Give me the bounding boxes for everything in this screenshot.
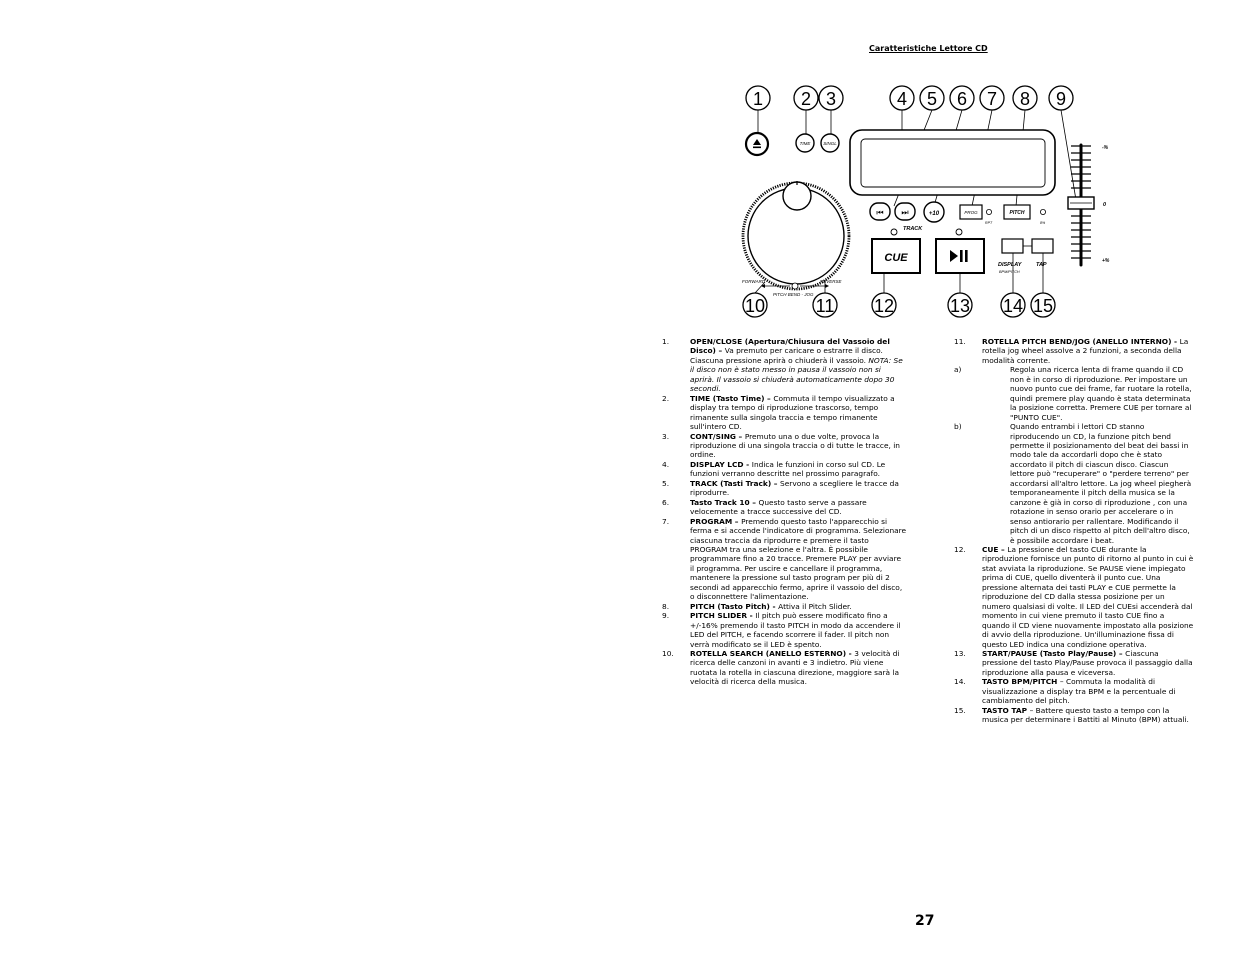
svg-text:FORWARD: FORWARD — [742, 279, 766, 284]
list-item-text: TASTO TAP — [982, 705, 1030, 715]
list-item-text: Va premuto per caricare o estrarre il disco. Ciascuna pressione aprirà o chiuderà il vassoio. — [690, 346, 883, 365]
list-item-text: Indica le funzioni in corso sul CD. Le funzioni verranno descritte nel prossimo paragrafo. — [690, 459, 886, 479]
svg-text:0: 0 — [1103, 202, 1107, 208]
list-item-text: La rotella jog wheel assolve a 2 funzioni, a seconda della modalità corrente. — [982, 337, 1189, 365]
svg-text:RPT: RPT — [985, 221, 993, 225]
tap-button — [1032, 239, 1053, 253]
svg-text:BPM/PITCH: BPM/PITCH — [999, 270, 1020, 274]
list-item-number: 10. — [662, 648, 674, 658]
svg-text:TRACK: TRACK — [903, 226, 923, 232]
svg-text:-%: -% — [1102, 145, 1109, 151]
feature-list-right — [954, 337, 1194, 725]
list-item-text: PROGRAM – — [690, 516, 742, 526]
list-item-number: 15. — [954, 705, 966, 715]
sub-item-text: Regola una ricerca lenta di frame quando il CD non è in corso di riproduzione. Per impostare un nuovo punto cue dei frame, far ruotare la rotella, quindi premere play quando è stata determinata la posizione corretta. Premere CUE per tornare al "PUNTO CUE". — [1010, 365, 1192, 422]
svg-text:PITCH BEND - JOG: PITCH BEND - JOG — [773, 292, 814, 297]
play-led — [956, 229, 962, 235]
list-item-number: 2. — [662, 393, 670, 403]
svg-text:11: 11 — [815, 296, 835, 316]
page-title: Caratteristiche Lettore CD — [869, 44, 988, 53]
list-item-number: 13. — [954, 648, 966, 658]
list-item-text: PITCH (Tasto Pitch) - — [690, 601, 779, 611]
svg-text:13: 13 — [949, 296, 971, 316]
list-item-text: DISPLAY LCD - — [690, 459, 752, 469]
list-item-number: 1. — [662, 337, 670, 346]
cd-player-diagram — [0, 0, 1235, 330]
svg-text:10: 10 — [744, 296, 766, 316]
list-item-text: TASTO BPM/PITCH — [982, 677, 1060, 687]
list-item-text: Servono a scegliere le tracce da riprodurre. — [690, 478, 899, 498]
svg-text:5: 5 — [926, 89, 938, 109]
list-item-number: 4. — [662, 459, 670, 469]
list-item-text: Questo tasto serve a passare velocemente a tracce successive del CD. — [690, 497, 867, 517]
list-item — [662, 394, 907, 432]
list-item-text: ROTELLA SEARCH (ANELLO ESTERNO) - — [690, 648, 855, 658]
list-item — [662, 498, 907, 517]
svg-text:DISPLAY: DISPLAY — [998, 262, 1022, 268]
svg-text:4: 4 — [896, 89, 908, 109]
list-item — [662, 649, 907, 687]
list-item — [954, 545, 1194, 649]
svg-text:REVERSE: REVERSE — [820, 279, 842, 284]
jog-wheel-grip — [783, 182, 811, 210]
svg-text:+10: +10 — [928, 211, 940, 217]
pitch-led — [1040, 209, 1045, 214]
list-item-text: Ciascuna pressione del tasto Play/Pause provoca il passaggio dalla riproduzione alla pausa e viceversa. — [982, 648, 1193, 677]
svg-text:1: 1 — [752, 89, 764, 109]
list-item-text: START/PAUSE (Tasto Play/Pause) – — [982, 648, 1126, 658]
list-item — [662, 460, 907, 479]
list-item-text: TIME (Tasto Time) – — [690, 393, 774, 403]
list-item — [662, 479, 907, 498]
list-item — [662, 602, 907, 611]
svg-text:3: 3 — [825, 89, 837, 109]
list-item-text: PITCH SLIDER - — [690, 611, 756, 621]
list-item — [954, 337, 1194, 365]
list-item-text: Attiva il Pitch Slider. — [778, 601, 852, 611]
list-item-text: Premendo questo tasto l'apparecchio si ferma e si accende l'indicatore di programma. Selezionare ciascuna traccia da riprodurre e premere il tasto PROGRAM tra una selezione e l'altra. È possibile programmare fino a 20 tracce. Premere PLAY per avviare il programma. Per uscire e cancellare il programma, mantenere la pressione sul tasto program per più di 2 secondi ad apparecchio fermo, aprire il vassoio del disco, o disconnettere l'alimentazione. — [690, 516, 907, 602]
list-item-number: 6. — [662, 497, 670, 507]
list-item-number: 9. — [662, 611, 670, 621]
svg-text:12: 12 — [873, 296, 895, 316]
list-item — [662, 517, 907, 602]
list-item-number: 12. — [954, 544, 966, 554]
list-item-number: 3. — [662, 431, 670, 441]
list-item-text: CUE – — [982, 544, 1008, 554]
feature-list-left — [662, 337, 907, 687]
cue-led — [891, 229, 897, 235]
list-item-text: Il pitch può essere modificato fino a +/-16% premendo il tasto PITCH in modo da accendere il LED del PITCH, e facendo scorrere il fader. Il pitch non verrà modificato se il LED è spento. — [690, 611, 901, 649]
svg-text:6: 6 — [956, 89, 968, 109]
list-item-text: TRACK (Tasti Track) – — [690, 478, 781, 488]
lcd-display — [850, 130, 1055, 195]
page-number: 27 — [915, 913, 935, 929]
list-item-text: – Commuta la modalità di visualizzazione a display tra BPM e la percentuale di cambiamento del pitch. — [982, 677, 1176, 706]
list-item-text: Commuta il tempo visualizzato a display tra tempo di riproduzione trascorso, tempo rimanente sulla singola traccia e tempo rimanente sull'intero CD. — [690, 393, 895, 432]
svg-text:PROG: PROG — [964, 210, 978, 215]
list-item-number: 5. — [662, 478, 670, 488]
svg-text:PITCH: PITCH — [1009, 210, 1025, 216]
svg-text:8: 8 — [1019, 89, 1031, 109]
svg-text:2: 2 — [800, 89, 812, 109]
list-item-text: – Battere questo tasto a tempo con la musica per determinare i Battiti al Minuto (BPM) attuali. — [982, 705, 1189, 725]
svg-text:TIME: TIME — [799, 141, 811, 146]
list-item — [662, 611, 907, 649]
list-item-text: 3 velocità di ricerca delle canzoni in avanti e 3 indietro. Più viene ruotata la rotella in ciascuna direzione, maggiore sarà la velocità di ricerca della musica. — [690, 648, 900, 687]
svg-text:CUE: CUE — [884, 252, 908, 264]
svg-text:8%: 8% — [1040, 221, 1046, 225]
svg-text:SINGL: SINGL — [823, 141, 837, 146]
list-item-text: OPEN/CLOSE (Apertura/Chiusura del Vassoio del Disco) – — [690, 337, 890, 356]
svg-text:15: 15 — [1032, 296, 1054, 316]
list-item-text: CONT/SING – — [690, 431, 745, 441]
svg-text:14: 14 — [1002, 296, 1024, 316]
list-item-number: 14. — [954, 677, 966, 687]
list-item — [662, 337, 907, 394]
svg-text:9: 9 — [1055, 89, 1067, 109]
sub-item-text: Quando entrambi i lettori CD stanno riproducendo un CD, la funzione pitch bend permette il posizionamento del beat dei bassi in modo tale da accordarli dopo che è stato accordato il pitch di ciascun disco. Ciascun lettore può "recuperare" o "perdere terreno" per accordarsi all'altro lettore. La jog wheel piegherà temporaneamente il pitch della musica se la canzone è già in corso di riproduzione , con una rotazione in senso orario per accelerare o in senso antiorario per rallentare. Modificando il pitch di un disco rispetto al pitch dell'altro disco, è possibile accordare i beat. — [1010, 422, 1192, 545]
sub-item — [954, 365, 1194, 422]
svg-text:TAP: TAP — [1036, 262, 1047, 268]
list-item — [954, 677, 1194, 705]
list-item-text: Premuto una o due volte, provoca la riproduzione di una singola traccia o di tutte le tracce, in ordine. — [690, 431, 900, 460]
list-item-text: ROTELLA PITCH BEND/JOG (ANELLO INTERNO) - — [982, 337, 1180, 346]
track-prev-icon: ⏮ — [876, 208, 884, 217]
list-item-number: 7. — [662, 516, 670, 526]
list-item-text: NOTA: Se il disco non è stato messo in pausa il vassoio non si aprirà. Il vassoio si chiuderà automaticamente dopo 30 secondi. — [690, 355, 903, 394]
list-item — [662, 432, 907, 460]
list-item-number: 8. — [662, 601, 670, 611]
sub-item — [954, 422, 1194, 545]
list-item — [954, 706, 1194, 725]
list-item — [954, 649, 1194, 677]
svg-text:7: 7 — [986, 89, 998, 109]
svg-text:+%: +% — [1102, 258, 1110, 264]
display-button — [1002, 239, 1023, 253]
prog-led — [986, 209, 991, 214]
sub-item-letter: a) — [954, 365, 962, 375]
sub-item-letter: b) — [954, 422, 962, 432]
list-item-text: La pressione del tasto CUE durante la riproduzione fornisce un punto di ritorno al punto in cui è stat avviata la riproduzione. Se PAUSE viene impiegato prima di CUE, quello diventerà il punto cue. Una pressione alternata dei tasti PLAY e CUE permette la riproduzione del CD dalla stessa posizione per un numero qualsiasi di volte. Il LED del CUEsi accenderà dal momento in cui viene premuto il tasto CUE fino a quando il CD viene nuovamente impostato alla posizione di avvio della riproduzione. Un'illuminazione fissa di questo LED indica una condizione operativa. — [982, 544, 1194, 649]
list-item-number: 11. — [954, 337, 966, 346]
list-item-text: Tasto Track 10 – — [690, 497, 759, 507]
track-next-icon: ⏭ — [901, 208, 909, 217]
